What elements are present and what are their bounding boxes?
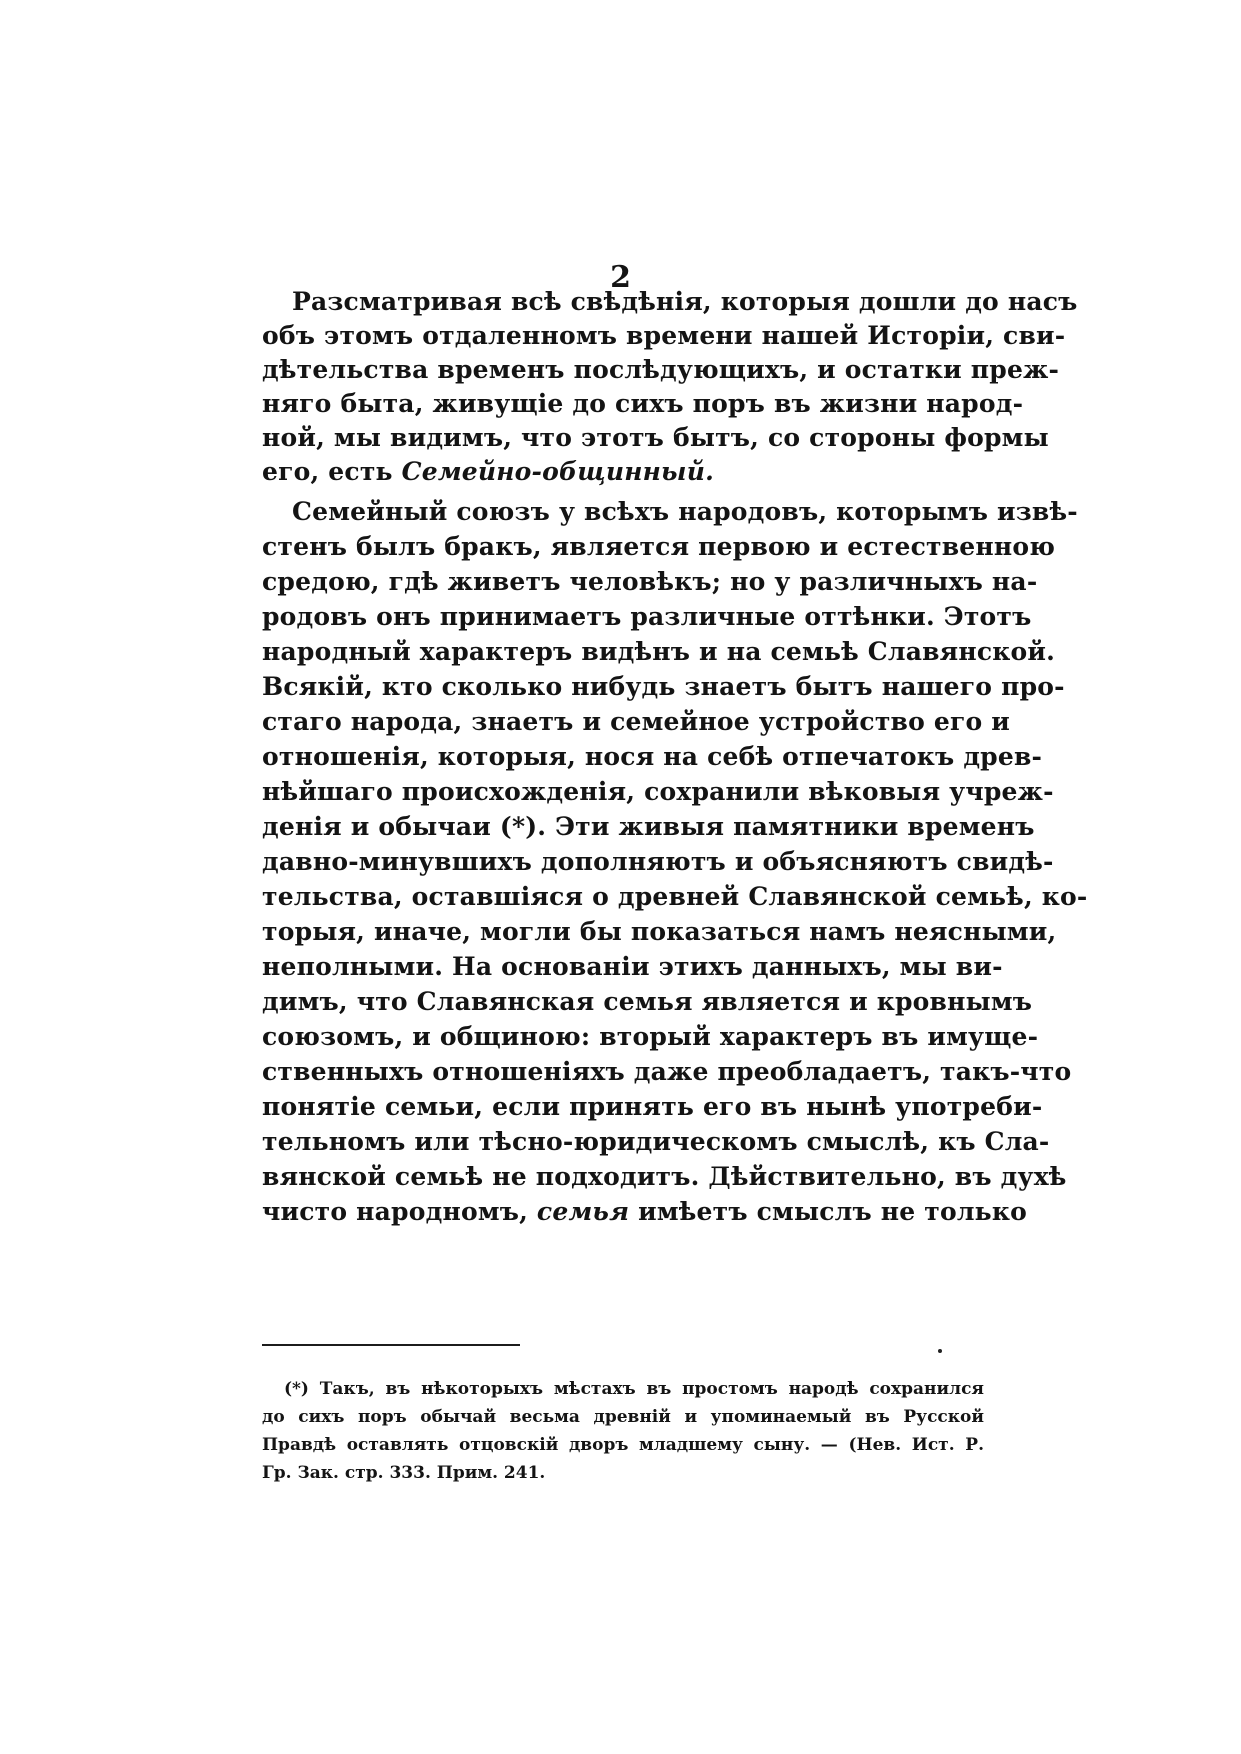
paragraph-2-line: средою, гдѣ живетъ человѣкъ; но у различныхъ на- xyxy=(262,567,1038,596)
paragraph-2-line: отношенія, которыя, нося на себѣ отпечатокъ древ- xyxy=(262,742,1043,771)
paragraph-2-line: нѣйшаго происхожденія, сохранили вѣковыя учреж- xyxy=(262,777,1054,806)
paragraph-2-line: торыя, иначе, могли бы показаться намъ неясными, xyxy=(262,917,1057,946)
page-number: 2 xyxy=(610,260,631,295)
paragraph-2-emphasis: семья xyxy=(536,1197,630,1226)
footnote-line: (*) Такъ, въ нѣкоторыхъ мѣстахъ въ простомъ народѣ сохранился xyxy=(284,1379,984,1399)
paragraph-2-last-suffix: имѣетъ смыслъ не только xyxy=(629,1197,1027,1226)
paragraph-2-line: Всякій, кто сколько нибудь знаетъ бытъ нашего про- xyxy=(262,672,1065,701)
paragraph-2-line: стенъ былъ бракъ, является первою и естественною xyxy=(262,532,1056,561)
paragraph-2-last-line xyxy=(262,1192,1027,1232)
paragraph-2-line: союзомъ, и общиною: вторый характеръ въ имуще- xyxy=(262,1022,1039,1051)
paragraph-1-line: Разсматривая всѣ свѣдѣнія, которыя дошли до насъ xyxy=(292,287,1078,316)
paragraph-2-line: родовъ онъ принимаетъ различные оттѣнки. Этотъ xyxy=(262,602,1032,631)
paragraph-2-line: Семейный союзъ у всѣхъ народовъ, которымъ извѣ- xyxy=(292,497,1078,526)
print-speck xyxy=(938,1349,942,1353)
paragraph-2-line: стаго народа, знаетъ и семейное устройство его и xyxy=(262,707,1011,736)
paragraph-2-line: димъ, что Славянская семья является и кровнымъ xyxy=(262,987,1033,1016)
footnote-line: Гр. Зак. стр. 333. Прим. 241. xyxy=(262,1463,546,1483)
paragraph-1-line: дѣтельства временъ послѣдующихъ, и остатки преж- xyxy=(262,355,1060,384)
paragraph-2-line: неполными. На основаніи этихъ данныхъ, мы ви- xyxy=(262,952,1003,981)
paragraph-2-last-prefix: чисто народномъ, xyxy=(262,1197,537,1226)
footnote-line: до сихъ поръ обычай весьма древній и упоминаемый въ Русской xyxy=(262,1407,984,1427)
paragraph-1-line: няго быта, живущіе до сихъ поръ въ жизни народ- xyxy=(262,389,1024,418)
paragraph-2-line: понятіе семьи, если принять его въ нынѣ употреби- xyxy=(262,1092,1043,1121)
paragraph-2-line: народный характеръ видѣнъ и на семьѣ Славянской. xyxy=(262,637,1056,666)
footnote-line: Правдѣ оставлять отцовскій дворъ младшему сыну. — (Нев. Ист. Р. xyxy=(262,1435,984,1455)
paragraph-2-line: тельномъ или тѣсно-юридическомъ смыслѣ, къ Сла- xyxy=(262,1127,1050,1156)
paragraph-1-emphasis: Семейно-общинный. xyxy=(401,457,714,486)
paragraph-1-line: ной, мы видимъ, что этотъ бытъ, со стороны формы xyxy=(262,423,1049,452)
paragraph-1-last-line xyxy=(262,452,984,492)
footnote-rule xyxy=(262,1344,520,1346)
paragraph-1-line: объ этомъ отдаленномъ времени нашей Исторіи, сви- xyxy=(262,321,1066,350)
paragraph-2-line: вянской семьѣ не подходитъ. Дѣйствительно, въ духѣ xyxy=(262,1162,1067,1191)
paragraph-2-line: ственныхъ отношеніяхъ даже преобладаетъ, такъ-что xyxy=(262,1057,1072,1086)
paragraph-2-line: денія и обычаи (*). Эти живыя памятники временъ xyxy=(262,812,1035,841)
paragraph-2-line: тельства, оставшіяся о древней Славянской семьѣ, ко- xyxy=(262,882,1088,911)
paragraph-1-last-text: его, есть xyxy=(262,457,402,486)
paragraph-2-line: давно-минувшихъ дополняютъ и объясняютъ свидѣ- xyxy=(262,847,1054,876)
